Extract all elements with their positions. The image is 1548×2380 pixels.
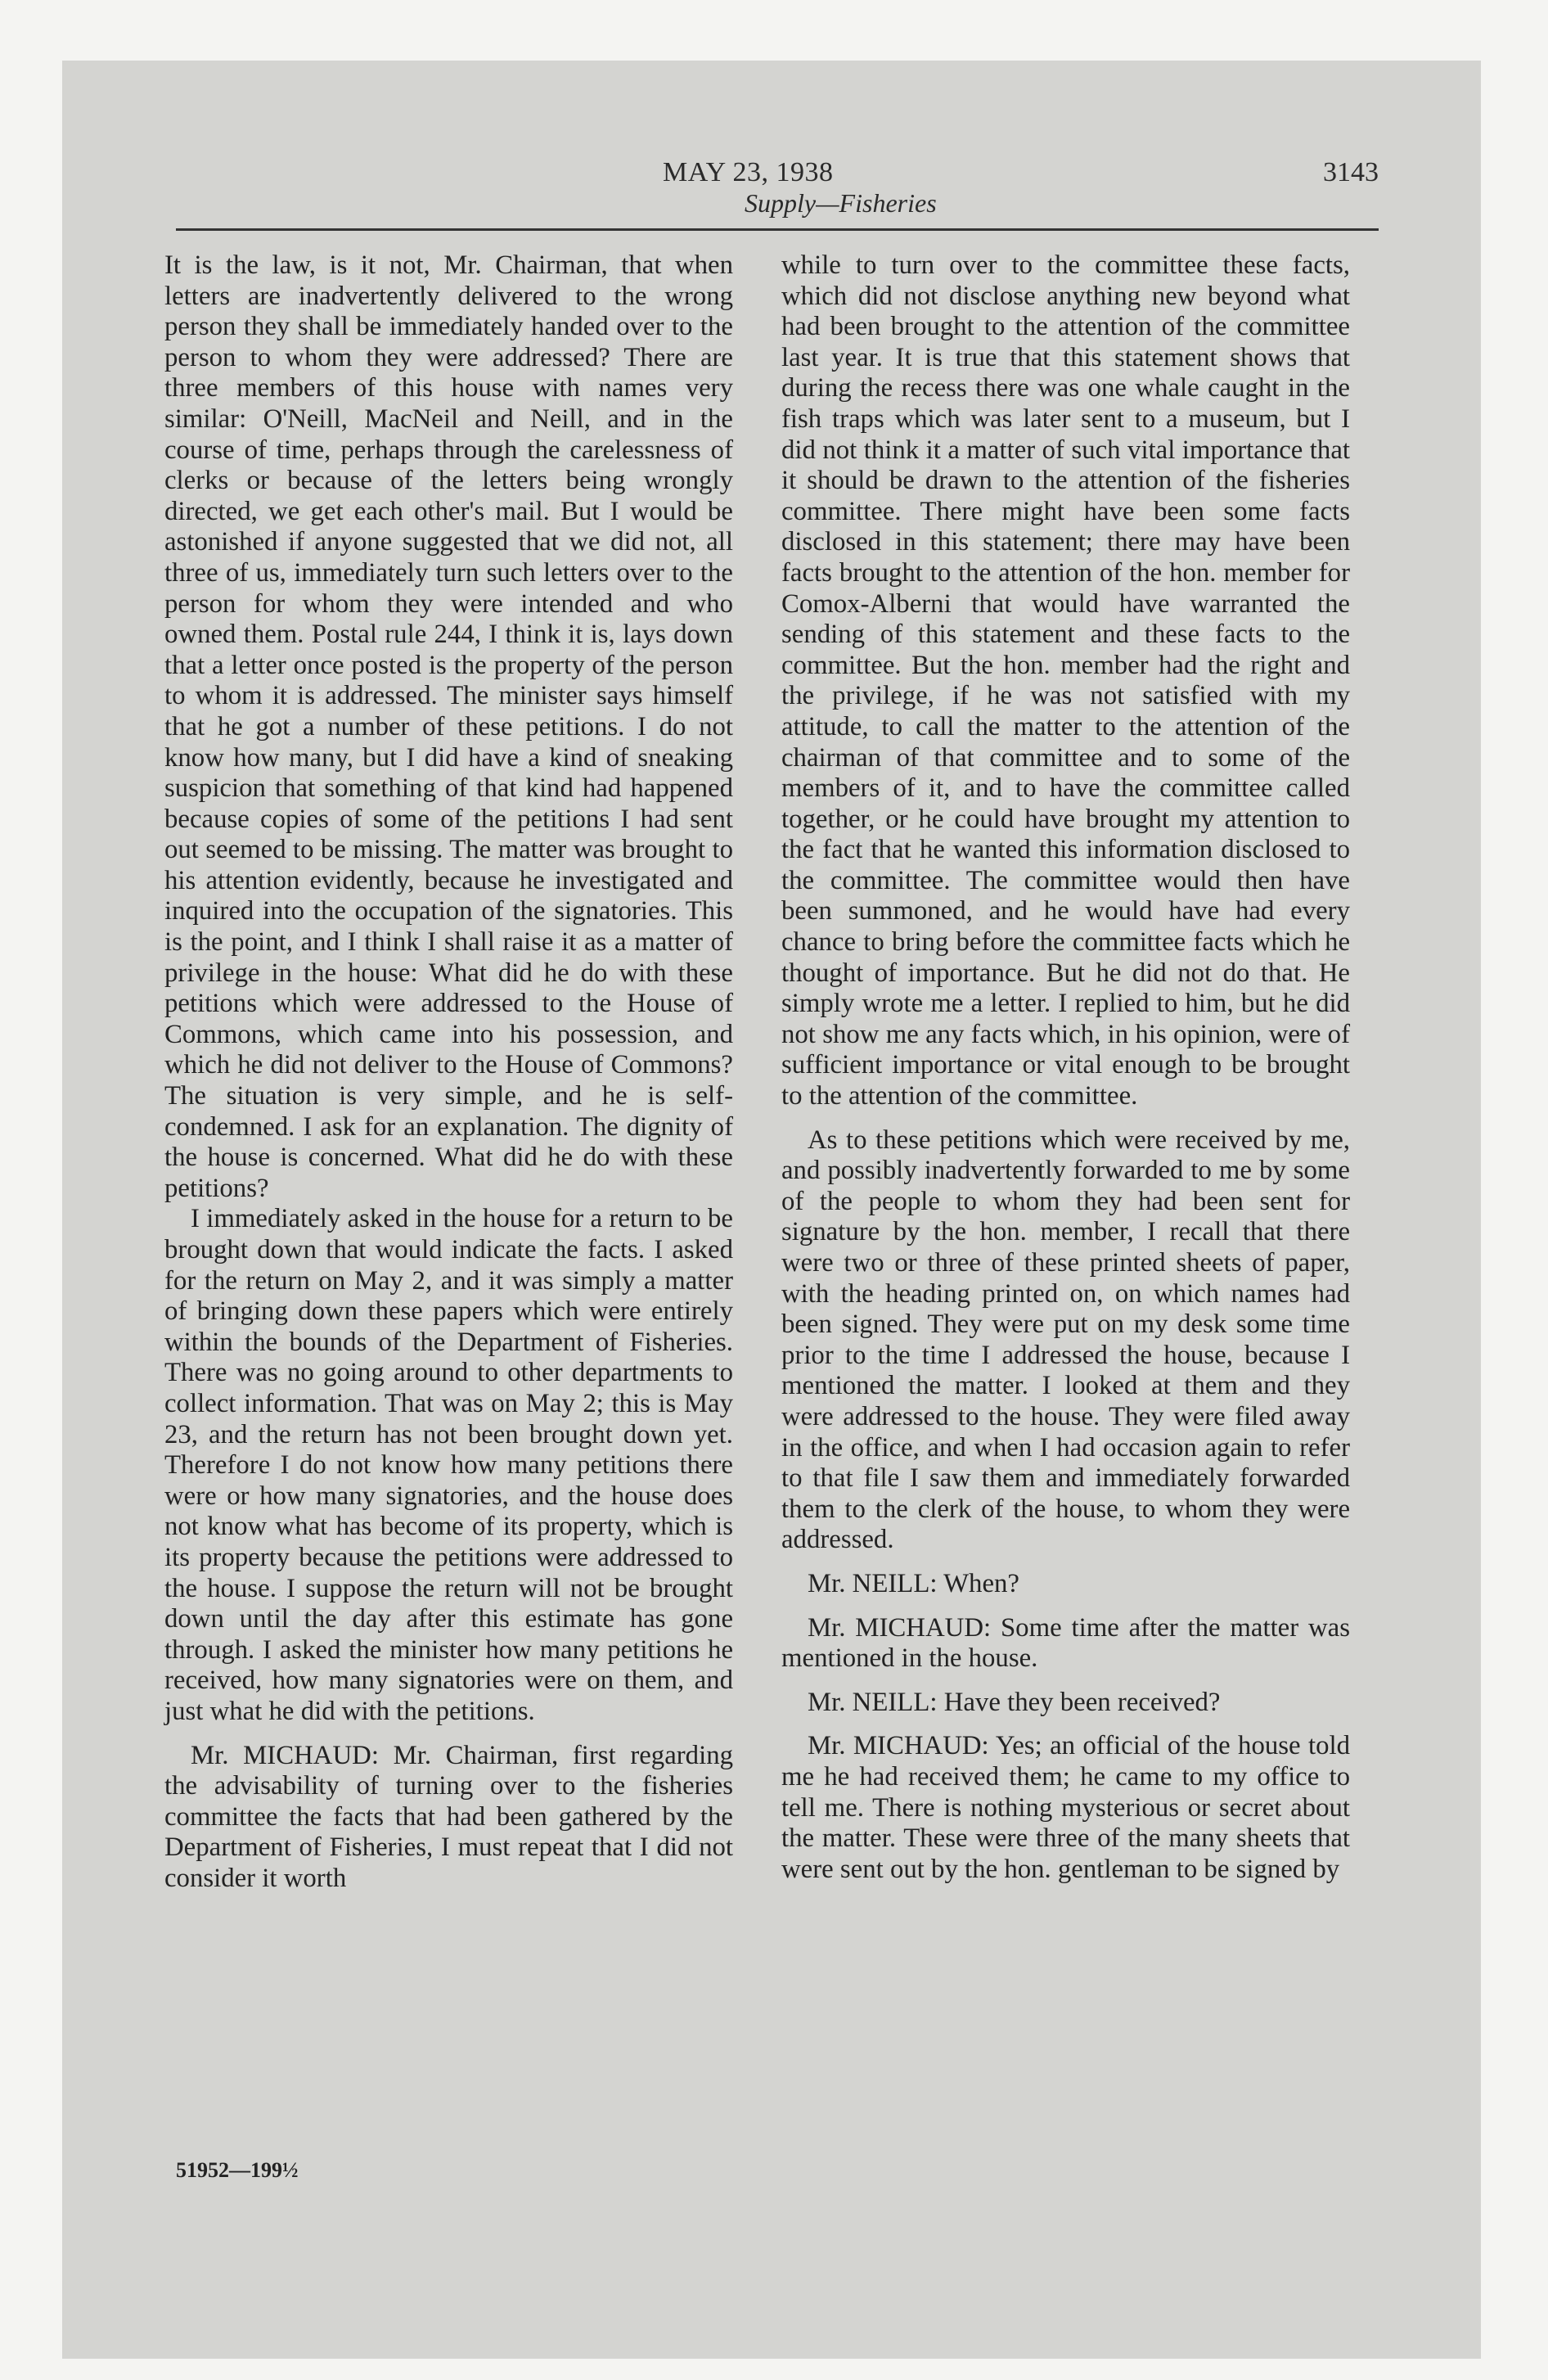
left-column bbox=[164, 250, 733, 1894]
right-column bbox=[781, 250, 1350, 1885]
section-title: Supply—Fisheries bbox=[745, 188, 937, 218]
print-code: 51952—199½ bbox=[176, 2158, 299, 2182]
right-paragraph-1: while to turn over to the committee these facts, which did not disclose anything new beyond what had been brought to the attention of the committee last year. It is true that this statement shows that during the recess there was one whale caught in the fish traps which was later sent to a museum, but I did not think it a matter of such vital importance that it should be drawn to the attention of the fisheries committee. There might have been some facts disclosed in this statement; there may have been facts brought to the attention of the hon. member for Comox-Alberni that would have warranted the sending of this statement and these facts to the committee. But the hon. member had the right and the privilege, if he was not satisfied with my attitude, to call the matter to the attention of the chairman of that committee and to some of the members of it, and to have the committee called together, or he could have brought my attention to the fact that he wanted this information disclosed to the committee. The committee would then have been summoned, and he would have had every chance to bring before the committee facts which he thought of importance. But he did not do that. He simply wrote me a letter. I replied to him, but he did not show me any facts which, in his opinion, were of sufficient importance or vital enough to be brought to the attention of the committee. bbox=[781, 250, 1350, 1111]
right-paragraph-5: Mr. NEILL: Have they been received? bbox=[808, 1687, 1221, 1717]
right-paragraph-3: Mr. NEILL: When? bbox=[808, 1568, 1019, 1598]
right-paragraph-2: As to these petitions which were received by me, and possibly inadvertently forwarded to me by some of the people to whom they had been sent for signature by the hon. member, I recall that there were two or three of these printed sheets of paper, with the heading printed on, on which names had been signed. They were put on my desk some time prior to the time I addressed the house, because I mentioned the matter. I looked at them and they were addressed to the house. They were filed away in the office, and when I had occasion again to refer to that file I saw them and immediately forwarded them to the clerk of the house, to whom they were addressed. bbox=[781, 1125, 1350, 1555]
right-paragraph-6: Mr. MICHAUD: Yes; an official of the house told me he had received them; he came to my office to tell me. There is nothing mysterious or secret about the matter. These were three of the many sheets that were sent out by the hon. gentleman to be signed by bbox=[781, 1731, 1350, 1884]
page-header bbox=[176, 157, 1379, 221]
left-paragraph-1: It is the law, is it not, Mr. Chairman, that when letters are inadvertently delivered to the wrong person they shall be immediately handed over to the person to whom they were addressed? There are three members of this house with names very similar: O'Neill, MacNeil and Neill, and in the course of time, perhaps through the carelessness of clerks or because of the letters being wrongly directed, we get each other's mail. But I would be astonished if anyone suggested that we did not, all three of us, immediately turn such letters over to the person for whom they were intended and who owned them. Postal rule 244, I think it is, lays down that a letter once posted is the property of the person to whom it is addressed. The minister says himself that he got a number of these petitions. I do not know how many, but I did have a kind of sneaking suspicion that something of that kind had happened because copies of some of the petitions I had sent out seemed to be missing. The matter was brought to his attention evidently, because he investigated and inquired into the occupation of the signatories. This is the point, and I think I shall raise it as a matter of privilege in the house: What did he do with these petitions which were addressed to the House of Commons, which came into his possession, and which he did not deliver to the House of Commons? The situation is very simple, and he is self-condemned. I ask for an explanation. The dignity of the house is concerned. What did he do with these petitions? bbox=[164, 250, 733, 1203]
left-paragraph-3: Mr. MICHAUD: Mr. Chairman, first regarding the advisability of turning over to the fisheries committee the facts that had been gathered by the Department of Fisheries, I must repeat that I did not consider it worth bbox=[164, 1740, 733, 1893]
header-rule bbox=[176, 228, 1379, 231]
right-paragraph-4: Mr. MICHAUD: Some time after the matter was mentioned in the house. bbox=[781, 1612, 1350, 1674]
running-title: MAY 23, 1938 bbox=[663, 157, 834, 187]
left-paragraph-2: I immediately asked in the house for a return to be brought down that would indicate the facts. I asked for the return on May 2, and it was simply a matter of bringing down these papers which were entirely within the bounds of the Department of Fisheries. There was no going around to other departments to collect information. That was on May 2; this is May 23, and the return has not been brought down yet. Therefore I do not know how many petitions there were or how many signatories, and the house does not know what has become of its property, which is its property because the petitions were addressed to the house. I suppose the return will not be brought down until the day after this estimate has gone through. I asked the minister how many petitions he received, how many signatories were on them, and just what he did with the petitions. bbox=[164, 1204, 733, 1726]
page-number: 3143 bbox=[1323, 157, 1379, 187]
